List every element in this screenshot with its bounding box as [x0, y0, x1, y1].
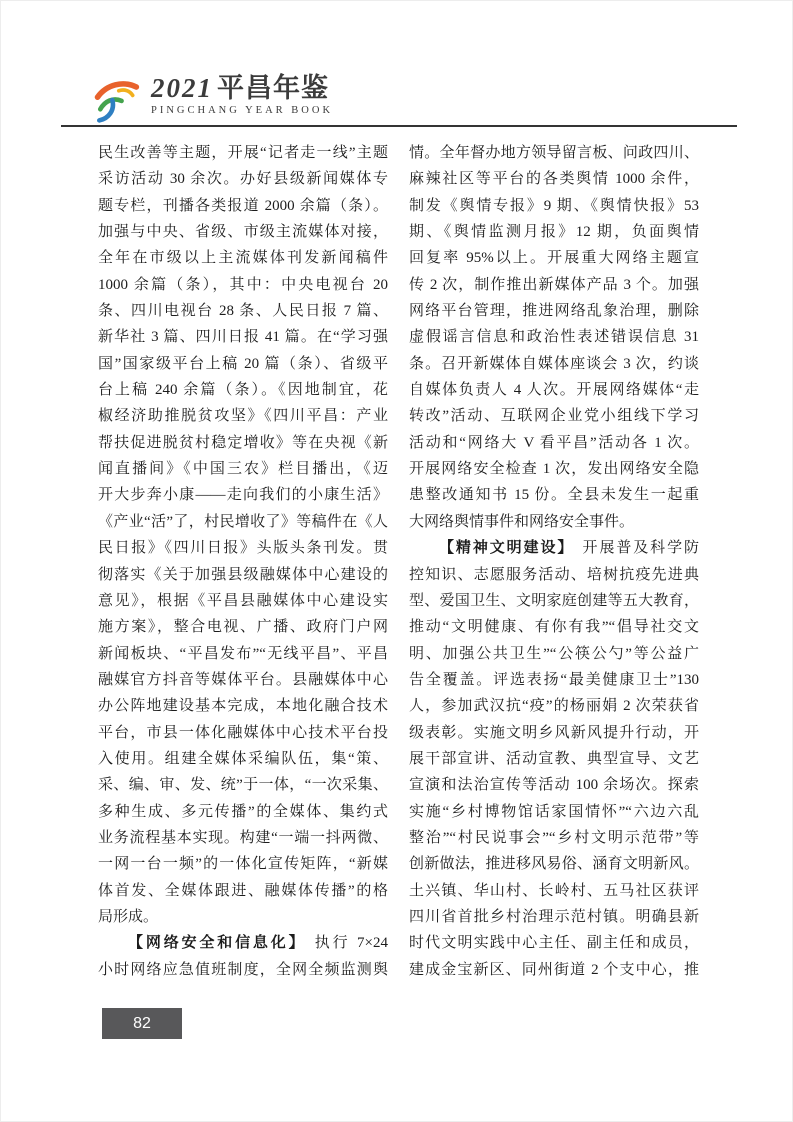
text-line-content: 大网络舆情事件和网络安全事件。 — [409, 513, 635, 530]
text-line-content: 融媒官方抖音等媒体平台。县融媒体中心 — [98, 671, 388, 688]
text-line — [98, 351, 388, 377]
text-line — [409, 693, 699, 719]
brand-title-line — [151, 75, 333, 102]
text-line-content: 施方案》，整合电视、广播、政府门户网 — [98, 619, 388, 636]
text-line-content: 患整改通知书 15 份。全县未发生一起重 — [409, 487, 699, 504]
brand-subtitle: PINGCHANG YEAR BOOK — [151, 105, 334, 116]
text-line-content: 型、爱国卫生、文明家庭创建等五大教育， — [409, 592, 699, 609]
text-line-content: 整治”“村民说事会”“乡村文明示范带”等 — [409, 829, 699, 846]
text-line-content: 传 2 次，制作推出新媒体产品 3 个。加强 — [409, 276, 699, 293]
brand-text — [151, 75, 333, 117]
text-line-content: 活动和“网络大 V 看平昌”活动各 1 次。 — [409, 434, 699, 451]
text-line — [98, 667, 388, 693]
text-line — [409, 904, 699, 930]
text-line-content: 帮扶促进脱贫村稳定增收》等在央视《新 — [98, 434, 388, 451]
text-line — [409, 324, 699, 350]
text-line — [409, 166, 699, 192]
text-line-content: 采访活动 30 余次。办好县级新闻媒体专 — [98, 171, 388, 188]
text-line — [409, 535, 699, 561]
text-line — [409, 219, 699, 245]
text-line — [409, 430, 699, 456]
text-line — [409, 799, 699, 825]
text-line-content: 民生改善等主题，开展“记者走一线”主题 — [98, 145, 388, 161]
text-line — [409, 772, 699, 798]
text-line-content: 一网一台一频”的一体化宣传矩阵，“新媒 — [98, 856, 388, 873]
text-line — [409, 456, 699, 482]
column-left — [98, 140, 388, 983]
text-line-content: 椒经济助推脱贫攻坚》《四川平昌：产业 — [98, 408, 388, 425]
text-line-content: 人，参加武汉抗“疫”的杨丽娟 2 次荣获省 — [409, 698, 699, 715]
text-line-content: 制发《舆情专报》9 期、《舆情快报》53 — [409, 197, 699, 214]
text-line-content: 1000 余篇（条），其中：中央电视台 20 — [98, 276, 388, 293]
text-line-content: 小时网络应急值班制度，全网全频监测舆 — [98, 961, 388, 978]
text-line — [98, 957, 388, 983]
text-line — [98, 904, 388, 930]
text-line-content: 转改”活动、互联网企业党小组线下学习 — [409, 408, 699, 425]
text-line-content: 体首发、全媒体跟进、融媒体传播”的格 — [98, 882, 388, 899]
text-line — [98, 245, 388, 271]
section-heading: 【网络安全和信息化】 — [128, 935, 307, 952]
text-line — [98, 403, 388, 429]
text-line-content: 题专栏，刊播各类报道 2000 余篇（条）。 — [98, 197, 388, 214]
text-line-content: 加强与中央、省级、市级主流媒体对接， — [98, 224, 388, 241]
text-line-content: 意见》，根据《平昌县融媒体中心建设实 — [98, 592, 388, 609]
text-line-content: 《产业“活”了，村民增收了》等稿件在《人 — [98, 513, 388, 530]
page-number: 82 — [133, 1014, 151, 1032]
text-line — [409, 957, 699, 983]
text-line-content: 级表彰。实施文明乡风新风提升行动，开 — [409, 724, 699, 741]
swoosh-figure-icon — [91, 77, 141, 123]
text-line-content: 期、《舆情监测月报》12 期，负面舆情 — [409, 224, 699, 241]
text-line — [409, 641, 699, 667]
text-line-content: 控知识、志愿服务活动、培树抗疫先进典 — [409, 566, 699, 583]
column-right — [409, 140, 699, 983]
text-line-content: 宣演和法治宣传等活动 100 余场次。探索 — [409, 777, 699, 794]
text-line-content: 实施“乡村博物馆话家国情怀”“六边六乱 — [409, 803, 699, 820]
text-line-content: 平台，市县一体化融媒体中心技术平台投 — [98, 724, 388, 741]
text-line-content: 自媒体负责人 4 人次。开展网络媒体“走 — [409, 382, 699, 399]
section-heading: 【精神文明建设】 — [439, 540, 575, 557]
header-rule — [61, 125, 737, 127]
text-line-content: 麻辣社区等平台的各类舆情 1000 余件， — [409, 171, 699, 188]
text-line — [98, 562, 388, 588]
text-line — [98, 272, 388, 298]
text-line — [98, 878, 388, 904]
text-line-content: 情。全年督办地方领导留言板、问政四川、 — [409, 145, 699, 161]
text-line-content: 时代文明实践中心主任、副主任和成员， — [409, 935, 699, 952]
text-line — [98, 588, 388, 614]
text-line-content: 展干部宣讲、活动宣教、典型宣导、文艺 — [409, 750, 699, 767]
text-line-content: 条、四川电视台 28 条、人民日报 7 篇、 — [98, 303, 388, 320]
text-line — [98, 693, 388, 719]
brand-year: 2021 — [151, 73, 213, 103]
text-line — [409, 562, 699, 588]
text-line — [409, 140, 699, 166]
text-line — [409, 403, 699, 429]
text-line — [98, 641, 388, 667]
text-line — [98, 614, 388, 640]
text-line — [98, 324, 388, 350]
text-line — [409, 377, 699, 403]
text-line-content: 采、编、审、发、统”于一体，“一次采集、 — [98, 777, 388, 794]
text-line — [409, 667, 699, 693]
text-line — [409, 298, 699, 324]
text-line — [98, 799, 388, 825]
text-line — [98, 456, 388, 482]
text-line-content: 虚假谣言信息和政治性表述错误信息 31 — [409, 329, 699, 346]
text-line-content: 回复率 95%以上。开展重大网络主题宣 — [409, 250, 699, 267]
text-line — [409, 482, 699, 508]
text-line-content: 开展网络安全检查 1 次，发出网络安全隐 — [409, 461, 699, 478]
text-line-content: 办公阵地建设基本完成，本地化融合技术 — [98, 698, 388, 715]
header-brand — [91, 75, 333, 123]
text-line — [409, 825, 699, 851]
text-line-content: 建成金宝新区、同州街道 2 个支中心，推 — [409, 961, 699, 978]
text-line — [409, 588, 699, 614]
text-line — [409, 720, 699, 746]
text-line — [409, 272, 699, 298]
text-line-content: 新闻板块、“平昌发布”“无线平昌”、平昌 — [98, 645, 388, 662]
text-line-content: 闻直播间》《中国三农》栏目播出，《迈 — [98, 461, 388, 478]
text-line — [98, 377, 388, 403]
text-line — [409, 245, 699, 271]
text-line-content: 土兴镇、华山村、长岭村、五马社区获评 — [409, 882, 699, 899]
text-line — [409, 509, 699, 535]
text-line — [98, 298, 388, 324]
text-line-content: 开大步奔小康——走向我们的小康生活》 — [98, 487, 388, 504]
text-line-content: 局形成。 — [98, 908, 159, 925]
text-line — [98, 825, 388, 851]
text-line-content: 执行 7×24 — [314, 935, 388, 952]
text-line — [98, 509, 388, 535]
text-line — [409, 851, 699, 877]
text-line-content: 彻落实《关于加强县级融媒体中心建设的 — [98, 566, 388, 583]
text-line — [98, 193, 388, 219]
text-line-content: 入使用。组建全媒体采编队伍，集“策、 — [98, 750, 388, 767]
text-line — [98, 219, 388, 245]
text-line-content: 创新做法，推进移风易俗、涵育文明新风。 — [409, 856, 699, 873]
text-line-content: 开展普及科学防 — [582, 540, 699, 557]
text-line — [409, 746, 699, 772]
text-line-content: 国”国家级平台上稿 20 篇（条）、省级平 — [98, 355, 388, 372]
text-line — [409, 878, 699, 904]
text-line — [98, 430, 388, 456]
brand-title: 平昌年鉴 — [217, 73, 329, 103]
text-line — [98, 772, 388, 798]
text-line — [98, 851, 388, 877]
text-line-content: 多种生成、多元传播”的全媒体、集约式 — [98, 803, 388, 820]
text-line-content: 网络平台管理，推进网络乱象治理，删除 — [409, 303, 699, 320]
page-number-badge — [102, 1008, 182, 1039]
text-line-content: 条。召开新媒体自媒体座谈会 3 次，约谈 — [409, 355, 699, 372]
text-line-content: 台上稿 240 余篇（条）。《因地制宜，花 — [98, 382, 388, 399]
text-line-content: 全年在市级以上主流媒体刊发新闻稿件 — [98, 250, 388, 267]
text-line — [409, 930, 699, 956]
text-line — [98, 140, 388, 166]
text-line — [98, 482, 388, 508]
text-line — [409, 351, 699, 377]
text-line-content: 新华社 3 篇、四川日报 41 篇。在“学习强 — [98, 329, 388, 346]
text-line-content: 业务流程基本实现。构建“一端一抖两微、 — [98, 829, 388, 846]
text-line-content: 告全覆盖。评选表扬“最美健康卫士”130 — [409, 671, 699, 688]
text-line-content: 推动“文明健康、有你有我”“倡导社交文 — [409, 619, 699, 636]
text-line — [98, 746, 388, 772]
text-line-content: 明、加强公共卫生”“公筷公勺”等公益广 — [409, 645, 699, 662]
text-line — [98, 720, 388, 746]
text-line — [409, 193, 699, 219]
text-line-content: 四川省首批乡村治理示范村镇。明确县新 — [409, 908, 699, 925]
text-line — [409, 614, 699, 640]
text-line — [98, 535, 388, 561]
text-line — [98, 166, 388, 192]
text-line-content: 民日报》《四川日报》头版头条刊发。贯 — [98, 540, 388, 557]
text-line — [98, 930, 388, 956]
